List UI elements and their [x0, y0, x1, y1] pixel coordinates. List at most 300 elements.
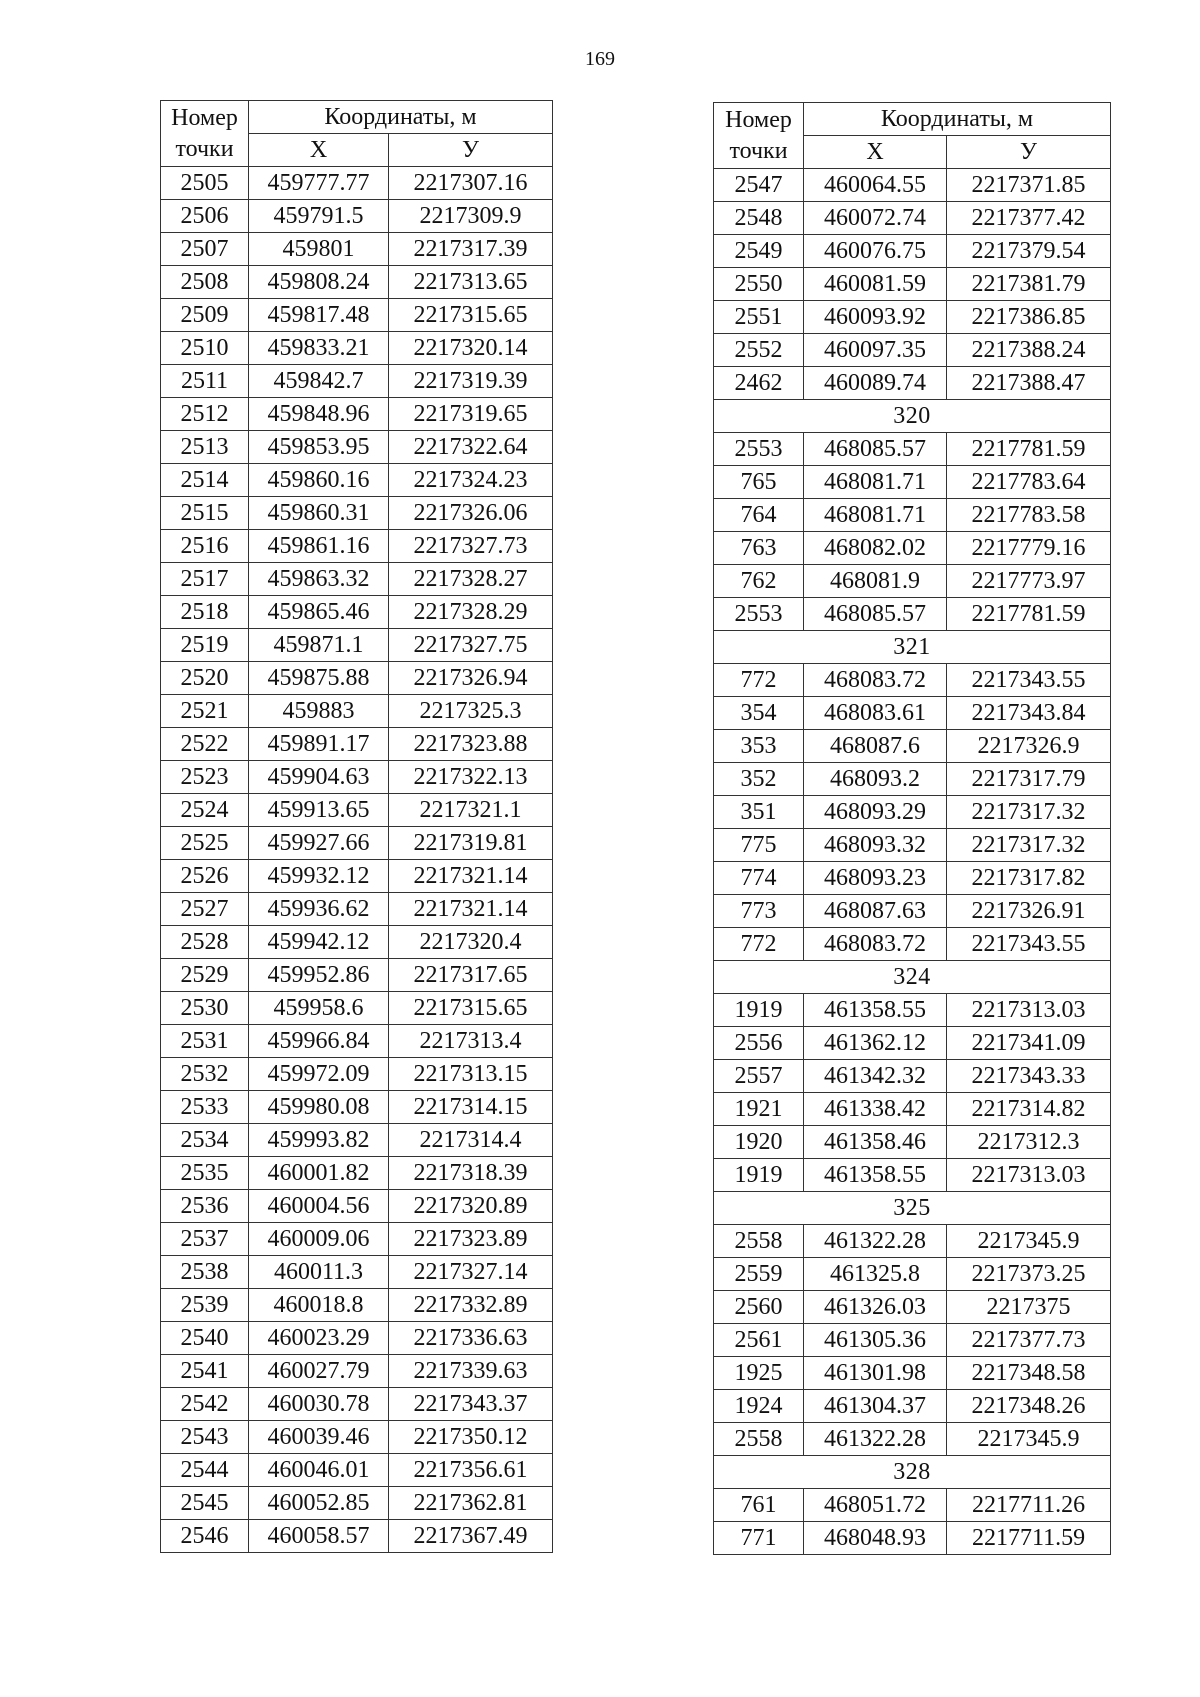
- y-coordinate-cell: 2217381.79: [947, 268, 1111, 301]
- y-coordinate-cell: 2217317.39: [389, 233, 553, 266]
- point-number-cell: 2538: [161, 1256, 249, 1289]
- x-coordinate-cell: 459833.21: [249, 332, 389, 365]
- section-label: 324: [714, 961, 1111, 994]
- point-number-cell: 351: [714, 796, 804, 829]
- y-coordinate-cell: 2217314.4: [389, 1124, 553, 1157]
- y-coordinate-cell: 2217328.29: [389, 596, 553, 629]
- point-number-cell: 2534: [161, 1124, 249, 1157]
- x-coordinate-cell: 459791.5: [249, 200, 389, 233]
- point-number-cell: 2543: [161, 1421, 249, 1454]
- y-coordinate-cell: 2217317.32: [947, 796, 1111, 829]
- x-coordinate-cell: 459860.16: [249, 464, 389, 497]
- point-number-cell: 2551: [714, 301, 804, 334]
- point-number-cell: 2516: [161, 530, 249, 563]
- y-coordinate-cell: 2217313.03: [947, 1159, 1111, 1192]
- table-row: [714, 1291, 1111, 1324]
- y-coordinate-cell: 2217343.37: [389, 1388, 553, 1421]
- x-coordinate-cell: 468087.63: [804, 895, 947, 928]
- x-coordinate-cell: 460009.06: [249, 1223, 389, 1256]
- table-row: [161, 992, 553, 1025]
- table-row: [161, 233, 553, 266]
- x-coordinate-cell: 468082.02: [804, 532, 947, 565]
- x-coordinate-cell: 460097.35: [804, 334, 947, 367]
- y-coordinate-cell: 2217356.61: [389, 1454, 553, 1487]
- x-coordinate-cell: 468081.9: [804, 565, 947, 598]
- section-row: [714, 961, 1111, 994]
- table-row: [714, 895, 1111, 928]
- x-coordinate-cell: 461358.46: [804, 1126, 947, 1159]
- table-row: [161, 1520, 553, 1553]
- y-coordinate-cell: 2217332.89: [389, 1289, 553, 1322]
- x-coordinate-cell: 459871.1: [249, 629, 389, 662]
- x-coordinate-cell: 468085.57: [804, 598, 947, 631]
- point-number-cell: 2553: [714, 433, 804, 466]
- y-coordinate-cell: 2217343.55: [947, 928, 1111, 961]
- point-number-cell: 2511: [161, 365, 249, 398]
- table-row: [714, 565, 1111, 598]
- x-coordinate-cell: 459972.09: [249, 1058, 389, 1091]
- x-coordinate-cell: 468093.29: [804, 796, 947, 829]
- point-number-cell: 773: [714, 895, 804, 928]
- table-row: [161, 1421, 553, 1454]
- point-number-cell: 775: [714, 829, 804, 862]
- x-header: Х: [249, 134, 389, 167]
- x-coordinate-cell: 459853.95: [249, 431, 389, 464]
- table-row: [161, 431, 553, 464]
- point-number-cell: 2542: [161, 1388, 249, 1421]
- y-coordinate-cell: 2217314.82: [947, 1093, 1111, 1126]
- table-row: [161, 1058, 553, 1091]
- y-coordinate-cell: 2217317.82: [947, 862, 1111, 895]
- table-row: [714, 763, 1111, 796]
- y-coordinate-cell: 2217315.65: [389, 992, 553, 1025]
- x-coordinate-cell: 461325.8: [804, 1258, 947, 1291]
- y-coordinate-cell: 2217343.33: [947, 1060, 1111, 1093]
- x-coordinate-cell: 459875.88: [249, 662, 389, 695]
- y-coordinate-cell: 2217319.81: [389, 827, 553, 860]
- y-coordinate-cell: 2217327.14: [389, 1256, 553, 1289]
- y-coordinate-cell: 2217783.58: [947, 499, 1111, 532]
- table-row: [161, 662, 553, 695]
- point-number-cell: 2531: [161, 1025, 249, 1058]
- y-coordinate-cell: 2217307.16: [389, 167, 553, 200]
- y-coordinate-cell: 2217315.65: [389, 299, 553, 332]
- point-number-cell: 2527: [161, 893, 249, 926]
- point-number-cell: 2556: [714, 1027, 804, 1060]
- y-coordinate-cell: 2217326.9: [947, 730, 1111, 763]
- x-coordinate-cell: 461358.55: [804, 994, 947, 1027]
- y-coordinate-cell: 2217320.4: [389, 926, 553, 959]
- point-number-cell: 2462: [714, 367, 804, 400]
- y-coordinate-cell: 2217324.23: [389, 464, 553, 497]
- table-row: [161, 827, 553, 860]
- point-number-cell: 2558: [714, 1225, 804, 1258]
- y-coordinate-cell: 2217317.79: [947, 763, 1111, 796]
- point-number-cell: 2510: [161, 332, 249, 365]
- table-row: [714, 664, 1111, 697]
- table-row: [161, 695, 553, 728]
- y-coordinate-cell: 2217327.73: [389, 530, 553, 563]
- point-number-cell: 2560: [714, 1291, 804, 1324]
- y-coordinate-cell: 2217320.14: [389, 332, 553, 365]
- x-coordinate-cell: 468093.23: [804, 862, 947, 895]
- x-coordinate-cell: 461326.03: [804, 1291, 947, 1324]
- y-coordinate-cell: 2217711.26: [947, 1489, 1111, 1522]
- x-coordinate-cell: 461305.36: [804, 1324, 947, 1357]
- point-number-cell: 772: [714, 664, 804, 697]
- point-number-cell: 2521: [161, 695, 249, 728]
- x-coordinate-cell: 460004.56: [249, 1190, 389, 1223]
- x-coordinate-cell: 468093.2: [804, 763, 947, 796]
- table-row: [161, 761, 553, 794]
- y-coordinate-cell: 2217377.42: [947, 202, 1111, 235]
- x-coordinate-cell: 460089.74: [804, 367, 947, 400]
- table-row: [161, 1454, 553, 1487]
- y-coordinate-cell: 2217345.9: [947, 1225, 1111, 1258]
- y-coordinate-cell: 2217321.1: [389, 794, 553, 827]
- x-coordinate-cell: 468051.72: [804, 1489, 947, 1522]
- y-coordinate-cell: 2217325.3: [389, 695, 553, 728]
- y-coordinate-cell: 2217321.14: [389, 860, 553, 893]
- table-row: [714, 928, 1111, 961]
- point-number-cell: 353: [714, 730, 804, 763]
- x-coordinate-cell: 459860.31: [249, 497, 389, 530]
- x-coordinate-cell: 460011.3: [249, 1256, 389, 1289]
- x-coordinate-cell: 459932.12: [249, 860, 389, 893]
- x-coordinate-cell: 468083.61: [804, 697, 947, 730]
- coordinates-header: Координаты, м: [249, 101, 553, 134]
- point-number-cell: 2535: [161, 1157, 249, 1190]
- x-coordinate-cell: 459993.82: [249, 1124, 389, 1157]
- point-number-cell: 2549: [714, 235, 804, 268]
- x-coordinate-cell: 468081.71: [804, 466, 947, 499]
- x-coordinate-cell: 460064.55: [804, 169, 947, 202]
- y-coordinate-cell: 2217314.15: [389, 1091, 553, 1124]
- table-row: [714, 1258, 1111, 1291]
- point-number-header-line2: точки: [729, 137, 788, 164]
- x-coordinate-cell: 459863.32: [249, 563, 389, 596]
- point-number-cell: 2505: [161, 167, 249, 200]
- table-row: [714, 829, 1111, 862]
- x-coordinate-cell: 468087.6: [804, 730, 947, 763]
- point-number-header-line1: Номер: [725, 106, 792, 133]
- x-header: Х: [804, 136, 947, 169]
- table-body-left: [161, 167, 553, 1553]
- x-coordinate-cell: 459801: [249, 233, 389, 266]
- x-coordinate-cell: 461362.12: [804, 1027, 947, 1060]
- point-number-cell: 1919: [714, 1159, 804, 1192]
- x-coordinate-cell: 459958.6: [249, 992, 389, 1025]
- x-coordinate-cell: 459952.86: [249, 959, 389, 992]
- point-number-cell: 2509: [161, 299, 249, 332]
- point-number-cell: 771: [714, 1522, 804, 1555]
- x-coordinate-cell: 460023.29: [249, 1322, 389, 1355]
- table-row: [714, 334, 1111, 367]
- x-coordinate-cell: 460072.74: [804, 202, 947, 235]
- x-coordinate-cell: 468048.93: [804, 1522, 947, 1555]
- point-number-cell: 2518: [161, 596, 249, 629]
- y-coordinate-cell: 2217326.91: [947, 895, 1111, 928]
- table-row: [714, 532, 1111, 565]
- x-coordinate-cell: 459942.12: [249, 926, 389, 959]
- y-coordinate-cell: 2217388.24: [947, 334, 1111, 367]
- section-row: [714, 1456, 1111, 1489]
- point-number-cell: 2545: [161, 1487, 249, 1520]
- point-number-cell: 765: [714, 466, 804, 499]
- table-row: [161, 1256, 553, 1289]
- table-row: [161, 497, 553, 530]
- point-number-cell: 1920: [714, 1126, 804, 1159]
- y-coordinate-cell: 2217343.84: [947, 697, 1111, 730]
- point-number-cell: 2533: [161, 1091, 249, 1124]
- table-row: [161, 167, 553, 200]
- table-row: [714, 1060, 1111, 1093]
- y-coordinate-cell: 2217379.54: [947, 235, 1111, 268]
- table-row: [714, 433, 1111, 466]
- x-coordinate-cell: 461342.32: [804, 1060, 947, 1093]
- y-coordinate-cell: 2217377.73: [947, 1324, 1111, 1357]
- point-number-cell: 2541: [161, 1355, 249, 1388]
- y-coordinate-cell: 2217373.25: [947, 1258, 1111, 1291]
- point-number-cell: 1924: [714, 1390, 804, 1423]
- point-number-cell: 2515: [161, 497, 249, 530]
- y-coordinate-cell: 2217313.4: [389, 1025, 553, 1058]
- point-number-cell: 2559: [714, 1258, 804, 1291]
- point-number-cell: 2517: [161, 563, 249, 596]
- y-coordinate-cell: 2217367.49: [389, 1520, 553, 1553]
- x-coordinate-cell: 468083.72: [804, 664, 947, 697]
- y-coordinate-cell: 2217350.12: [389, 1421, 553, 1454]
- table-row: [161, 1388, 553, 1421]
- x-coordinate-cell: 459927.66: [249, 827, 389, 860]
- table-row: [161, 1223, 553, 1256]
- point-number-cell: 2508: [161, 266, 249, 299]
- point-number-cell: 2507: [161, 233, 249, 266]
- point-number-cell: 2544: [161, 1454, 249, 1487]
- page-number: 169: [585, 48, 615, 70]
- point-number-header: [161, 101, 249, 167]
- x-coordinate-cell: 459966.84: [249, 1025, 389, 1058]
- point-number-cell: 2513: [161, 431, 249, 464]
- table-row: [714, 1027, 1111, 1060]
- point-number-cell: 772: [714, 928, 804, 961]
- point-number-cell: 2539: [161, 1289, 249, 1322]
- y-coordinate-cell: 2217326.94: [389, 662, 553, 695]
- point-number-cell: 2532: [161, 1058, 249, 1091]
- table-row: [161, 398, 553, 431]
- x-coordinate-cell: 460052.85: [249, 1487, 389, 1520]
- point-number-cell: 1921: [714, 1093, 804, 1126]
- point-number-header: [714, 103, 804, 169]
- x-coordinate-cell: 468093.32: [804, 829, 947, 862]
- table-row: [714, 1126, 1111, 1159]
- table-row: [161, 332, 553, 365]
- y-coordinate-cell: 2217362.81: [389, 1487, 553, 1520]
- table-row: [161, 596, 553, 629]
- y-coordinate-cell: 2217375: [947, 1291, 1111, 1324]
- point-number-cell: 2523: [161, 761, 249, 794]
- x-coordinate-cell: 460001.82: [249, 1157, 389, 1190]
- header-row: [161, 101, 553, 134]
- point-number-cell: 2548: [714, 202, 804, 235]
- section-row: [714, 631, 1111, 664]
- x-coordinate-cell: 461301.98: [804, 1357, 947, 1390]
- y-coordinate-cell: 2217371.85: [947, 169, 1111, 202]
- point-number-cell: 764: [714, 499, 804, 532]
- x-coordinate-cell: 468081.71: [804, 499, 947, 532]
- x-coordinate-cell: 459980.08: [249, 1091, 389, 1124]
- y-coordinate-cell: 2217313.03: [947, 994, 1111, 1027]
- y-coordinate-cell: 2217322.13: [389, 761, 553, 794]
- point-number-cell: 2537: [161, 1223, 249, 1256]
- x-coordinate-cell: 459808.24: [249, 266, 389, 299]
- point-number-cell: 2525: [161, 827, 249, 860]
- x-coordinate-cell: 459904.63: [249, 761, 389, 794]
- x-coordinate-cell: 459777.77: [249, 167, 389, 200]
- coordinates-table-left: [160, 100, 553, 1553]
- table-row: [714, 1390, 1111, 1423]
- table-row: [161, 1322, 553, 1355]
- y-coordinate-cell: 2217341.09: [947, 1027, 1111, 1060]
- point-number-cell: 761: [714, 1489, 804, 1522]
- table-row: [714, 1324, 1111, 1357]
- point-number-cell: 763: [714, 532, 804, 565]
- table-row: [714, 268, 1111, 301]
- y-coordinate-cell: 2217323.88: [389, 728, 553, 761]
- point-number-cell: 2514: [161, 464, 249, 497]
- section-label: 320: [714, 400, 1111, 433]
- table-row: [714, 466, 1111, 499]
- point-number-cell: 2550: [714, 268, 804, 301]
- header-row: [714, 103, 1111, 136]
- y-coordinate-cell: 2217309.9: [389, 200, 553, 233]
- table-row: [714, 796, 1111, 829]
- x-coordinate-cell: 459913.65: [249, 794, 389, 827]
- y-coordinate-cell: 2217326.06: [389, 497, 553, 530]
- table-row: [714, 169, 1111, 202]
- y-coordinate-cell: 2217317.32: [947, 829, 1111, 862]
- y-coordinate-cell: 2217781.59: [947, 433, 1111, 466]
- y-coordinate-cell: 2217320.89: [389, 1190, 553, 1223]
- point-number-cell: 2536: [161, 1190, 249, 1223]
- y-coordinate-cell: 2217319.65: [389, 398, 553, 431]
- y-header: У: [947, 136, 1111, 169]
- y-coordinate-cell: 2217343.55: [947, 664, 1111, 697]
- point-number-cell: 2528: [161, 926, 249, 959]
- x-coordinate-cell: 460093.92: [804, 301, 947, 334]
- section-label: 325: [714, 1192, 1111, 1225]
- y-coordinate-cell: 2217348.58: [947, 1357, 1111, 1390]
- y-coordinate-cell: 2217328.27: [389, 563, 553, 596]
- table-row: [161, 893, 553, 926]
- table-row: [161, 200, 553, 233]
- point-number-cell: 2561: [714, 1324, 804, 1357]
- x-coordinate-cell: 460018.8: [249, 1289, 389, 1322]
- point-number-cell: 2547: [714, 169, 804, 202]
- y-coordinate-cell: 2217386.85: [947, 301, 1111, 334]
- y-coordinate-cell: 2217323.89: [389, 1223, 553, 1256]
- x-coordinate-cell: 460081.59: [804, 268, 947, 301]
- x-coordinate-cell: 460046.01: [249, 1454, 389, 1487]
- point-number-cell: 352: [714, 763, 804, 796]
- y-coordinate-cell: 2217322.64: [389, 431, 553, 464]
- point-number-cell: 2540: [161, 1322, 249, 1355]
- x-coordinate-cell: 459842.7: [249, 365, 389, 398]
- x-coordinate-cell: 460076.75: [804, 235, 947, 268]
- x-coordinate-cell: 459848.96: [249, 398, 389, 431]
- table-row: [161, 464, 553, 497]
- x-coordinate-cell: 459861.16: [249, 530, 389, 563]
- x-coordinate-cell: 468085.57: [804, 433, 947, 466]
- table-row: [714, 994, 1111, 1027]
- point-number-cell: 354: [714, 697, 804, 730]
- y-coordinate-cell: 2217388.47: [947, 367, 1111, 400]
- point-number-cell: 2552: [714, 334, 804, 367]
- x-coordinate-cell: 468083.72: [804, 928, 947, 961]
- table-row: [161, 299, 553, 332]
- table-row: [714, 367, 1111, 400]
- section-row: [714, 400, 1111, 433]
- y-coordinate-cell: 2217781.59: [947, 598, 1111, 631]
- x-coordinate-cell: 461304.37: [804, 1390, 947, 1423]
- point-number-cell: 2506: [161, 200, 249, 233]
- point-number-cell: 2512: [161, 398, 249, 431]
- coordinates-table-right: [713, 102, 1111, 1555]
- table-row: [714, 1225, 1111, 1258]
- y-coordinate-cell: 2217336.63: [389, 1322, 553, 1355]
- table-row: [161, 266, 553, 299]
- x-coordinate-cell: 461358.55: [804, 1159, 947, 1192]
- table-row: [714, 1357, 1111, 1390]
- y-coordinate-cell: 2217348.26: [947, 1390, 1111, 1423]
- table-body-right: [714, 169, 1111, 1555]
- table-row: [161, 1025, 553, 1058]
- table-row: [161, 563, 553, 596]
- x-coordinate-cell: 459891.17: [249, 728, 389, 761]
- point-number-cell: 1919: [714, 994, 804, 1027]
- x-coordinate-cell: 461338.42: [804, 1093, 947, 1126]
- y-coordinate-cell: 2217312.3: [947, 1126, 1111, 1159]
- y-coordinate-cell: 2217779.16: [947, 532, 1111, 565]
- y-coordinate-cell: 2217313.15: [389, 1058, 553, 1091]
- section-row: [714, 1192, 1111, 1225]
- table-row: [714, 1423, 1111, 1456]
- y-header: У: [389, 134, 553, 167]
- point-number-cell: 2558: [714, 1423, 804, 1456]
- table-row: [714, 1489, 1111, 1522]
- section-label: 321: [714, 631, 1111, 664]
- table-row: [714, 1093, 1111, 1126]
- table-row: [161, 1124, 553, 1157]
- x-coordinate-cell: 460030.78: [249, 1388, 389, 1421]
- y-coordinate-cell: 2217318.39: [389, 1157, 553, 1190]
- point-number-header-line2: точки: [175, 135, 234, 162]
- y-coordinate-cell: 2217345.9: [947, 1423, 1111, 1456]
- table-row: [714, 235, 1111, 268]
- table-row: [714, 1159, 1111, 1192]
- table-row: [161, 530, 553, 563]
- table-row: [161, 959, 553, 992]
- y-coordinate-cell: 2217773.97: [947, 565, 1111, 598]
- point-number-cell: 2553: [714, 598, 804, 631]
- point-number-cell: 2557: [714, 1060, 804, 1093]
- x-coordinate-cell: 459865.46: [249, 596, 389, 629]
- x-coordinate-cell: 459883: [249, 695, 389, 728]
- table-row: [161, 1289, 553, 1322]
- table-row: [161, 794, 553, 827]
- y-coordinate-cell: 2217313.65: [389, 266, 553, 299]
- table-row: [161, 926, 553, 959]
